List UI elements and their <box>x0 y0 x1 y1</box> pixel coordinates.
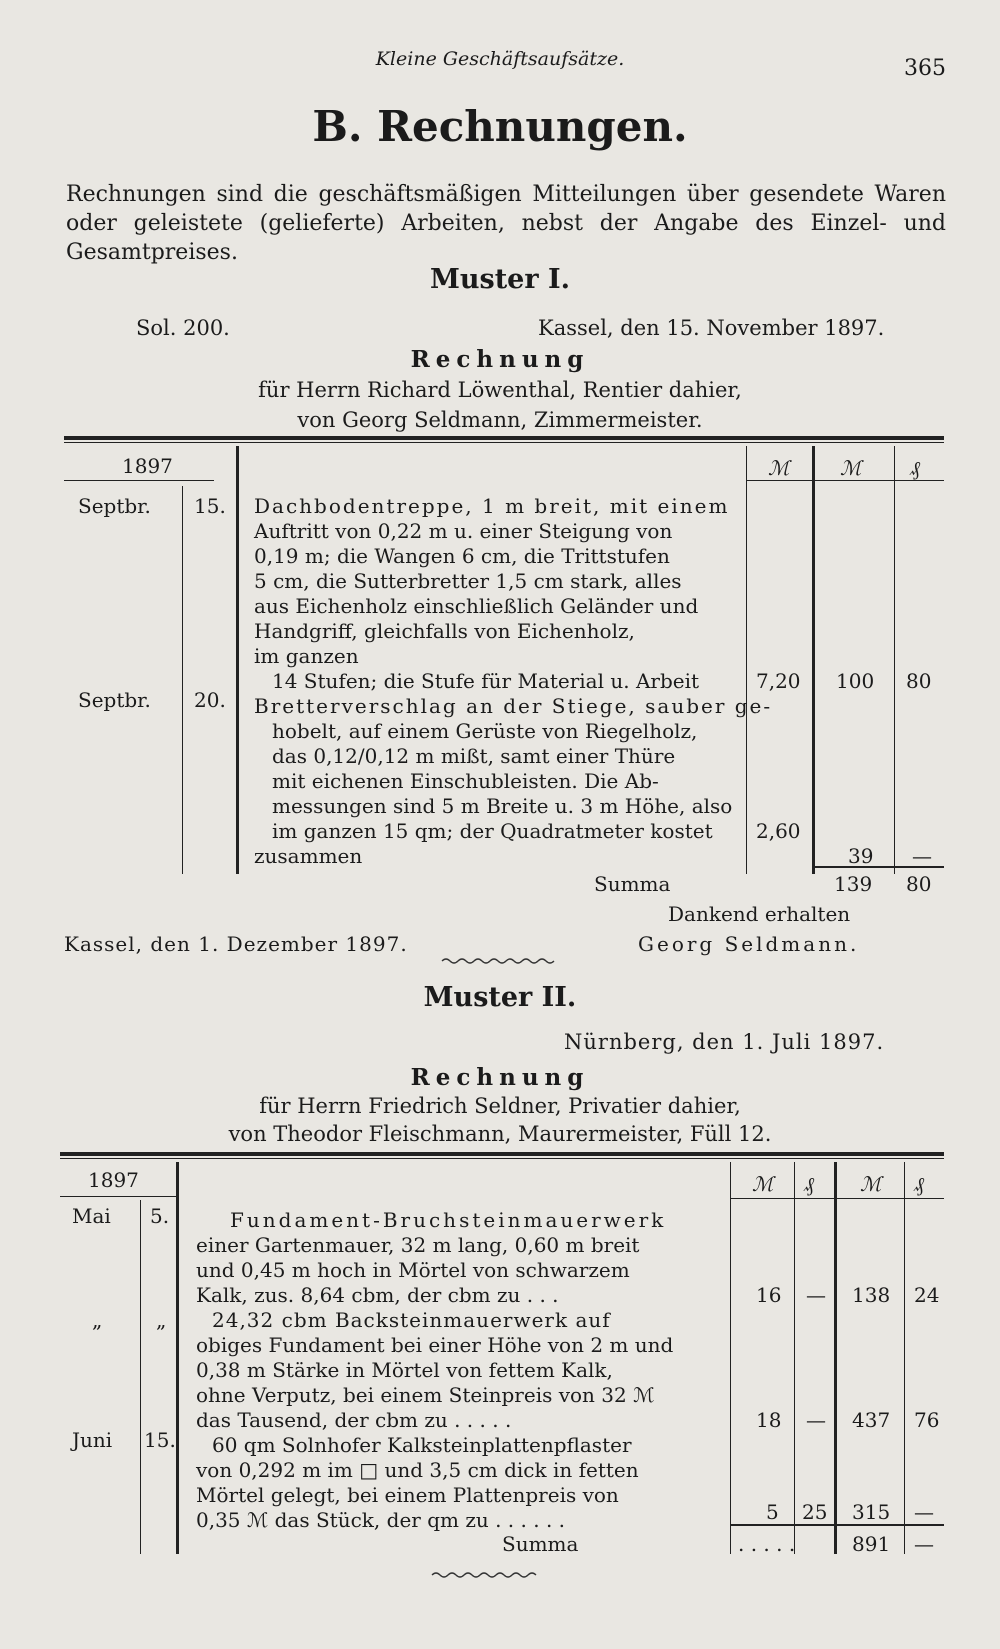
m2-row2-tot-p: 76 <box>914 1408 940 1432</box>
m2-row3-unit-p: 25 <box>802 1500 828 1524</box>
m1-row1-unit: 7,20 <box>756 669 801 693</box>
m2-row1-line: und 0,45 m hoch in Mörtel von schwarzem <box>196 1258 630 1282</box>
m2-vline-tp <box>904 1162 905 1554</box>
running-head: Kleine Geschäftsaufsätze. <box>375 48 625 70</box>
m2-vline-tm <box>834 1162 837 1554</box>
m1-sum-mark: 139 <box>834 872 873 896</box>
m1-top-rule-thin <box>64 442 944 443</box>
ornament-divider-1 <box>440 956 558 966</box>
m1-row1-line: Dachbodentreppe, 1 m breit, mit einem <box>254 494 730 518</box>
muster1-title: Muster I. <box>429 264 571 295</box>
m1-sign-name: Georg Seldmann. <box>638 932 860 956</box>
m2-row1-line: Fundament-Bruchsteinmauerwerk <box>230 1208 667 1232</box>
m2-row1-line: einer Gartenmauer, 32 m lang, 0,60 m breit <box>196 1233 640 1257</box>
muster1-place-date: Kassel, den 15. November 1897. <box>538 316 885 340</box>
m2-head-p2: ₰ <box>914 1172 924 1196</box>
m2-row1-unit-m: 16 <box>756 1283 782 1307</box>
m1-row2-line: messungen sind 5 m Breite u. 3 m Höhe, also <box>272 794 733 818</box>
m2-year-rule <box>60 1196 178 1197</box>
m1-row1-line: im ganzen <box>254 644 359 668</box>
m1-col-mark: ℳ <box>768 456 790 480</box>
m2-row2-day: „ <box>156 1308 167 1332</box>
m2-unit-sum-rule <box>730 1524 834 1526</box>
m1-row2-month: Septbr. <box>78 688 151 712</box>
m1-row2-day: 20. <box>194 688 226 712</box>
m2-row2-line: obiges Fundament bei einer Höhe von 2 m und <box>196 1333 674 1357</box>
m1-vline-unit <box>746 446 747 874</box>
m2-row3-line: 0,35 ℳ das Stück, der qm zu . . . . . . <box>196 1508 566 1532</box>
m2-col-head-rule <box>730 1198 944 1199</box>
m1-row2-line: hobelt, auf einem Gerüste von Riegelholz, <box>272 719 698 743</box>
m2-year: 1897 <box>88 1168 139 1192</box>
m2-row2-line: 24,32 cbm Backsteinmauerwerk auf <box>212 1308 611 1332</box>
m1-thanks: Dankend erhalten <box>668 902 851 926</box>
m2-sum-mark: 891 <box>852 1532 891 1556</box>
m1-row2-line: zusammen <box>254 844 363 868</box>
m1-year-rule <box>64 480 214 481</box>
muster2-rechnung: Rechnung <box>410 1064 590 1091</box>
m2-row3-tot-p: — <box>914 1500 934 1524</box>
m2-head-m2: ℳ <box>860 1172 882 1196</box>
m2-row3-tot-m: 315 <box>852 1500 891 1524</box>
m1-row2-mark: 39 <box>848 844 874 868</box>
m1-row2-line: das 0,12/0,12 m mißt, samt einer Thüre <box>272 744 676 768</box>
m1-row1-line: 14 Stufen; die Stufe für Material u. Arbeit <box>272 669 700 693</box>
m2-row2-unit-p: — <box>806 1408 826 1432</box>
m2-row1-tot-m: 138 <box>852 1283 891 1307</box>
muster2-fuer: für Herrn Friedrich Seldner, Privatier dahier, <box>259 1094 741 1118</box>
m1-vline-day <box>182 486 183 874</box>
m1-row1-day: 15. <box>194 494 226 518</box>
m1-vline-pf <box>894 446 895 874</box>
m1-row1-mark: 100 <box>836 669 875 693</box>
m1-vline-desc <box>236 446 239 874</box>
m1-row1-line: aus Eichenholz einschließlich Geländer und <box>254 594 699 618</box>
muster2-von: von Theodor Fleischmann, Maurermeister, Füll 12. <box>228 1122 772 1146</box>
m2-sum-pf: — <box>914 1532 934 1556</box>
m2-sum-rule <box>837 1524 944 1526</box>
m1-row1-line: 0,19 m; die Wangen 6 cm, die Trittstufen <box>254 544 670 568</box>
m2-head-p1: ₰ <box>804 1172 814 1196</box>
m2-row3-line: Mörtel gelegt, bei einem Plattenpreis von <box>196 1483 619 1507</box>
m2-top-rule <box>60 1152 944 1156</box>
m2-row2-line: das Tausend, der cbm zu . . . . . <box>196 1408 512 1432</box>
m2-row1-month: Mai <box>72 1204 111 1228</box>
muster1-sol: Sol. 200. <box>136 316 230 340</box>
m1-col-mark2: ℳ <box>840 456 862 480</box>
m1-row1-line: Handgriff, gleichfalls von Eichenholz, <box>254 619 635 643</box>
muster1-fuer: für Herrn Richard Löwenthal, Rentier dahier, <box>258 378 742 402</box>
m1-row2-line: mit eichenen Einschubleisten. Die Ab- <box>272 769 659 793</box>
m2-row3-unit-m: 5 <box>766 1500 779 1524</box>
muster1-rechnung: Rechnung <box>410 346 590 373</box>
m2-row1-tot-p: 24 <box>914 1283 940 1307</box>
m2-row1-line: Kalk, zus. 8,64 cbm, der cbm zu . . . <box>196 1283 559 1307</box>
m2-vline-up <box>794 1162 795 1554</box>
m2-row2-tot-m: 437 <box>852 1408 891 1432</box>
m2-head-m1: ℳ <box>752 1172 774 1196</box>
page-number: 365 <box>904 56 946 81</box>
intro-paragraph: Rechnungen sind die geschäftsmäßigen Mitteilungen über gesendete Waren oder geleistete (gelieferte) Arbeiten, nebst der Angabe des Einzel- und Gesamtpreises. <box>66 182 946 265</box>
m2-row2-month: „ <box>92 1308 103 1332</box>
m1-row2-line: Bretterverschlag an der Stiege, sauber ge- <box>254 694 773 718</box>
m1-row1-month: Septbr. <box>78 494 151 518</box>
m1-sum-pf: 80 <box>906 872 932 896</box>
section-heading: B. Rechnungen. <box>312 102 688 151</box>
m1-row1-pf: 80 <box>906 669 932 693</box>
m2-vline-um <box>730 1162 731 1554</box>
m2-top-rule-thin <box>60 1158 944 1159</box>
muster2-place-date: Nürnberg, den 1. Juli 1897. <box>564 1030 885 1054</box>
ornament-divider-2 <box>430 1570 538 1580</box>
m2-sum-label: Summa <box>502 1532 579 1556</box>
m1-year: 1897 <box>122 454 173 478</box>
m1-row1-line: Auftritt von 0,22 m u. einer Steigung von <box>254 519 673 543</box>
m2-row3-line: 60 qm Solnhofer Kalksteinplattenpflaster <box>212 1433 632 1457</box>
m2-row1-day: 5. <box>150 1204 170 1228</box>
m2-row2-line: 0,38 m Stärke in Mörtel von fettem Kalk, <box>196 1358 613 1382</box>
m2-row2-line: ohne Verputz, bei einem Steinpreis von 32 ℳ <box>196 1383 655 1407</box>
m2-row2-unit-m: 18 <box>756 1408 782 1432</box>
m2-row3-line: von 0,292 m im □ und 3,5 cm dick in fetten <box>196 1458 639 1482</box>
m1-row2-pf: — <box>912 844 932 868</box>
m2-vline-desc <box>176 1162 179 1554</box>
m2-row3-day: 15. <box>144 1428 176 1452</box>
m1-top-rule <box>64 436 944 440</box>
m1-row2-line: im ganzen 15 qm; der Quadratmeter kostet <box>272 819 713 843</box>
m2-row1-unit-p: — <box>806 1283 826 1307</box>
m1-sign-place: Kassel, den 1. Dezember 1897. <box>64 932 408 956</box>
m2-sum-dots: . . . . . <box>738 1532 796 1556</box>
m1-row2-unit: 2,60 <box>756 819 801 843</box>
m1-row1-line: 5 cm, die Sutterbretter 1,5 cm stark, alles <box>254 569 682 593</box>
m1-col-pf: ₰ <box>910 456 920 480</box>
m2-row3-month: Juni <box>72 1428 113 1452</box>
m1-vline-mark <box>812 446 815 874</box>
m2-vline-day <box>140 1200 141 1554</box>
muster2-title: Muster II. <box>423 982 577 1013</box>
muster1-von: von Georg Seldmann, Zimmermeister. <box>297 408 703 432</box>
m1-sum-label: Summa <box>594 872 671 896</box>
